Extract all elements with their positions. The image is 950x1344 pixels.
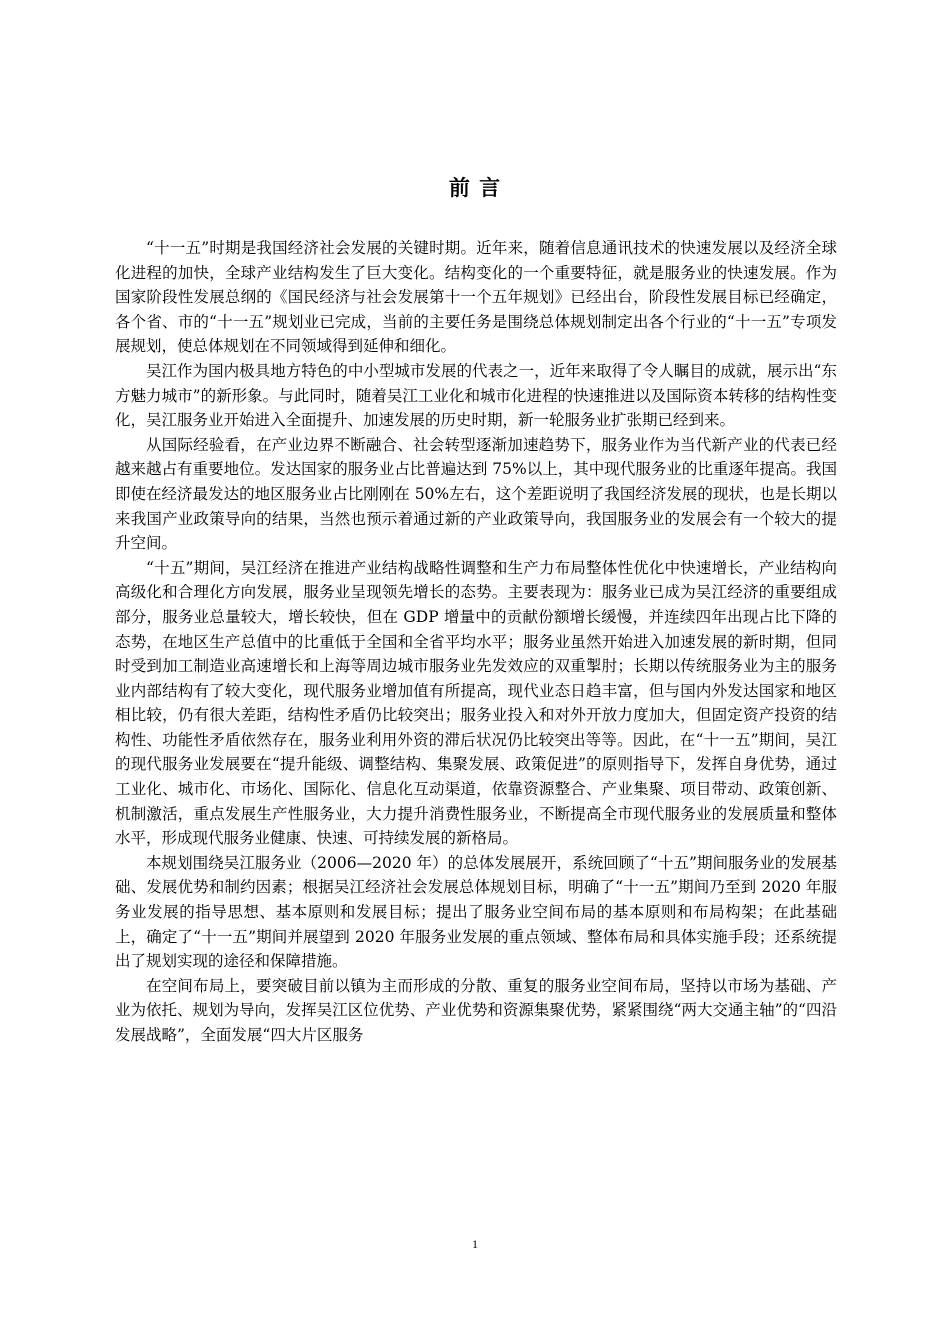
paragraph-3: 从国际经验看，在产业边界不断融合、社会转型逐渐加速趋势下，服务业作为当代新产业的代表已经越来越占有重要地位。发达国家的服务业占比普遍达到 75%以上，其中现代服务业的比重逐年提高。我国即使在经济最发达的地区服务业占比刚刚在 50%左右，这个差距说明了我国经济发展的现状，也是长期以来我国产业政策导向的结果，当然也预示着通过新的产业政策导向，我国服务业的发展会有一个较大的提升空间。 xyxy=(115,435,837,553)
paragraph-6: 在空间布局上，要突破目前以镇为主而形成的分散、重复的服务业空间布局，坚持以市场为基础、产业为依托、规划为导向，发挥吴江区位优势、产业优势和资源集聚优势，紧紧围绕“两大交通主轴”的“四沿发展战略”，全面发展“四大片区服务 xyxy=(115,976,837,1044)
paragraph-1: “十一五”时期是我国经济社会发展的关键时期。近年来，随着信息通讯技术的快速发展以及经济全球化进程的加快，全球产业结构发生了巨大变化。结构变化的一个重要特征，就是服务业的快速发展。作为国家阶段性发展总纲的《国民经济与社会发展第十一个五年规划》已经出台，阶段性发展目标已经确定，各个省、市的“十一五”规划业已完成，当前的主要任务是围绕总体规划制定出各个行业的“十一五”专项发展规划，使总体规划在不同领域得到延伸和细化。 xyxy=(115,239,837,356)
page-number: 1 xyxy=(472,1237,478,1251)
paragraph-4: “十五”期间，吴江经济在推进产业结构战略性调整和生产力布局整体性优化中快速增长，产业结构向高级化和合理化方向发展，服务业呈现领先增长的态势。主要表现为：服务业已成为吴江经济的重要组成部分，服务业总量较大，增长较快，但在 GDP 增量中的贡献份额增长缓慢，并连续四年出现占比下降的态势，在地区生产总值中的比重低于全国和全省平均水平；服务业虽然开始进入加速发展的新时期，但同时受到加工制造业高速增长和上海等周边城市服务业先发效应的双重掣肘；长期以传统服务业为主的服务业内部结构有了较大变化，现代服务业增加值有所提高，现代业态日趋丰富，但与国内外发达国家和地区相比较，仍有很大差距，结构性矛盾仍比较突出；服务业投入和对外开放力度加大，但固定资产投资的结构性、功能性矛盾依然存在，服务业利用外资的滞后状况仍比较突出等等。因此，在“十一五”期间，吴江的现代服务业发展要在“提升能级、调整结构、集聚发展、政策促进”的原则指导下，发挥自身优势，通过工业化、城市化、市场化、国际化、信息化互动渠道，依靠资源整合、产业集聚、项目带动、政策创新、机制激活，重点发展生产性服务业，大力提升消费性服务业，不断提高全市现代服务业的发展质量和整体水平，形成现代服务业健康、快速、可持续发展的新格局。 xyxy=(115,558,837,848)
paragraph-5: 本规划围绕吴江服务业（2006—2020 年）的总体发展展开，系统回顾了“十五”期间服务业的发展基础、发展优势和制约因素；根据吴江经济社会发展总体规划目标，明确了“十一五”期间乃至到 2020 年服务业发展的指导思想、基本原则和发展目标；提出了服务业空间布局的基本原则和布局构架；在此基础上，确定了“十一五”期间并展望到 2020 年服务业发展的重点领域、整体布局和具体实施手段；还系统提出了规划实现的途径和保障措施。 xyxy=(115,853,837,971)
body-text xyxy=(115,236,837,1048)
paragraph-2: 吴江作为国内极具地方特色的中小型城市发展的代表之一，近年来取得了令人瞩目的成就，展示出“东方魅力城市”的新形象。与此同时，随着吴江工业化和城市化进程的快速推进以及国际资本转移的结构性变化，吴江服务业开始进入全面提升、加速发展的历史时期，新一轮服务业扩张期已经到来。 xyxy=(115,361,837,430)
page-title: 前 言 xyxy=(448,176,502,200)
